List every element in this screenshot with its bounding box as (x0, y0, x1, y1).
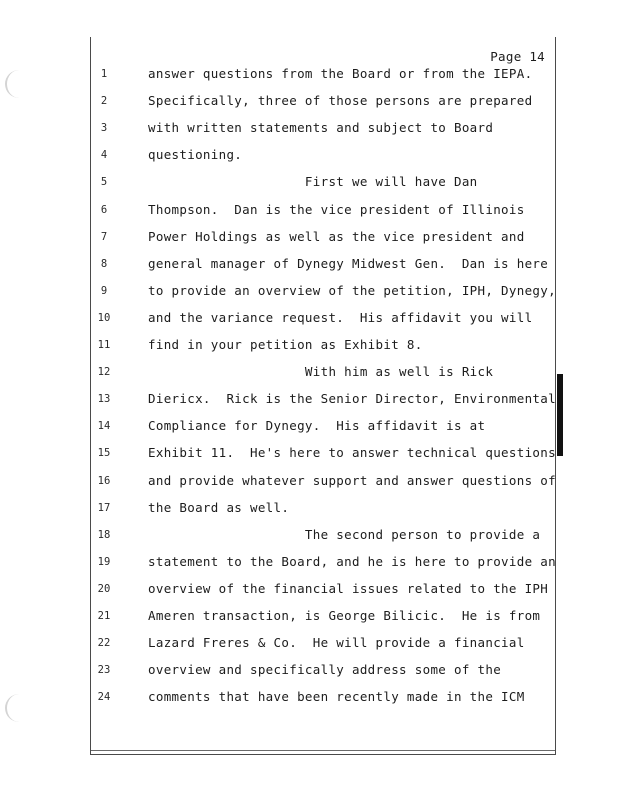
line-text: to provide an overview of the petition, IPH, Dynegy, (148, 282, 556, 298)
line-text: find in your petition as Exhibit 8. (148, 337, 423, 352)
line-text: comments that have been recently made in the ICM (148, 689, 525, 705)
transcript-line (0, 361, 618, 388)
line-text: and the variance request. His affidavit you will (148, 309, 533, 325)
line-number: 14 (97, 420, 111, 433)
transcript-line (0, 497, 618, 524)
page-number: Page 14 (490, 49, 545, 64)
line-number: 12 (97, 366, 111, 379)
transcript-line (0, 117, 618, 144)
line-number: 23 (97, 664, 111, 677)
line-text: Diericx. Rick is the Senior Director, Environmental (148, 391, 556, 407)
line-number: 20 (97, 582, 111, 595)
line-number: 21 (97, 610, 111, 622)
line-text: First we will have Dan (148, 174, 478, 190)
line-number: 4 (100, 149, 108, 162)
line-text: overview and specifically address some of the (148, 662, 502, 678)
transcript-line (0, 470, 618, 497)
transcript-line (0, 524, 618, 551)
transcript-line (0, 442, 618, 469)
line-number: 17 (97, 501, 111, 514)
transcript-line (0, 253, 618, 280)
transcript-line (0, 686, 618, 713)
line-number: 9 (100, 284, 108, 297)
transcript-line (0, 63, 618, 90)
line-text: and provide whatever support and answer questions of (148, 472, 556, 488)
transcript-line (0, 605, 618, 632)
line-text: Ameren transaction, is George Bilicic. He is from (148, 608, 541, 623)
line-text: statement to the Board, and he is here to provide an (148, 553, 556, 569)
transcript-line (0, 280, 618, 307)
transcript-line (0, 171, 618, 198)
line-text: Compliance for Dynegy. His affidavit is at (148, 418, 486, 434)
line-number: 2 (100, 95, 108, 108)
line-text: Specifically, three of those persons are prepared (148, 93, 533, 109)
line-number: 10 (97, 311, 111, 324)
transcript-line (0, 551, 618, 578)
transcript-line (0, 388, 618, 415)
line-number: 1 (100, 68, 108, 80)
transcript-line (0, 334, 618, 361)
line-text: Thompson. Dan is the vice president of Illinois (148, 201, 525, 217)
line-number: 5 (100, 176, 108, 189)
transcript-line (0, 578, 618, 605)
transcript-line (0, 659, 618, 686)
transcript-line (0, 199, 618, 226)
line-number: 13 (97, 393, 111, 406)
line-number: 7 (100, 230, 108, 243)
line-text: answer questions from the Board or from the IEPA. (148, 66, 533, 81)
line-number: 8 (100, 257, 108, 270)
transcript-line (0, 144, 618, 171)
line-text: with written statements and subject to Board (148, 120, 494, 136)
line-number: 18 (97, 528, 111, 541)
line-number: 22 (97, 637, 111, 650)
line-text: With him as well is Rick (148, 364, 494, 380)
line-text: Power Holdings as well as the vice president and (148, 228, 525, 244)
line-text: Exhibit 11. He's here to answer technical questions (148, 445, 556, 461)
line-text: The second person to provide a (148, 526, 541, 542)
line-number: 6 (100, 203, 108, 216)
line-number: 15 (97, 447, 111, 460)
line-number: 16 (97, 474, 111, 487)
line-number: 24 (97, 691, 111, 704)
transcript-line (0, 226, 618, 253)
line-text: questioning. (148, 147, 243, 163)
line-text: the Board as well. (148, 499, 290, 515)
transcript-line (0, 632, 618, 659)
line-number: 19 (97, 555, 111, 568)
transcript-line (0, 307, 618, 334)
line-text: overview of the financial issues related to the IPH (148, 580, 549, 596)
transcript-line (0, 415, 618, 442)
transcript-line (0, 90, 618, 117)
line-number: 3 (100, 122, 108, 135)
line-text: general manager of Dynegy Midwest Gen. Dan is here (148, 255, 549, 271)
line-text: Lazard Freres & Co. He will provide a financial (148, 635, 525, 651)
line-number: 11 (97, 339, 111, 351)
